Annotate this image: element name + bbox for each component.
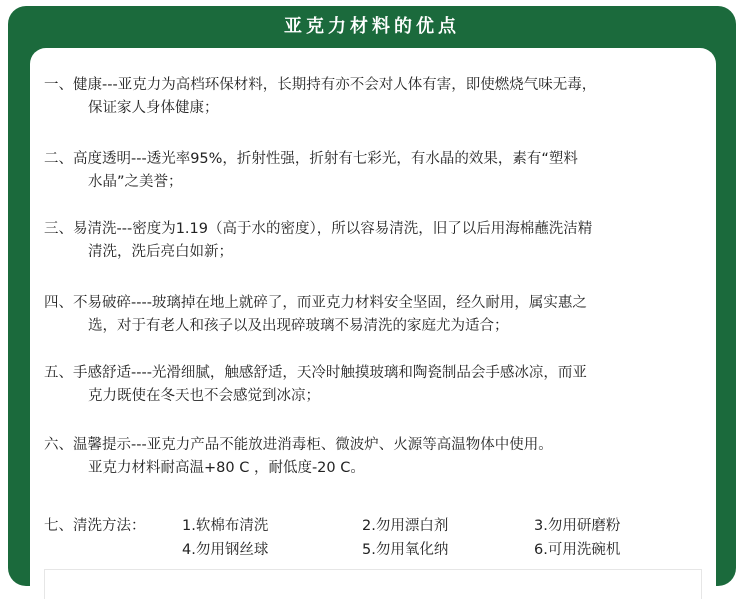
item-line: 三、易清洗---密度为1.19（高于水的密度），所以容易清洗，旧了以后用海棉蘸洗洁精 bbox=[44, 221, 593, 237]
panel-title: 亚克力材料的优点 bbox=[284, 16, 460, 37]
item-line: 清洗，洗后亮白如新； bbox=[88, 244, 233, 260]
item-line: 选，对于有老人和孩子以及出现碎玻璃不易清洗的家庭尤为适合； bbox=[88, 318, 509, 334]
cleaning-method: 3.勿用研磨粉 bbox=[534, 518, 621, 534]
advantage-item-transparency bbox=[44, 148, 714, 194]
item-line: 五、手感舒适----光滑细腻，触感舒适，天冷时触摸玻璃和陶瓷制品会手感冰凉，而亚 bbox=[44, 365, 587, 381]
cleaning-method: 1.软棉布清洗 bbox=[182, 518, 269, 534]
cleaning-method: 5.勿用氧化纳 bbox=[362, 542, 449, 558]
advantage-item-comfort bbox=[44, 362, 714, 408]
cleaning-methods bbox=[44, 514, 714, 562]
item-line: 亚克力材料耐高温+80 C ，耐低度-20 C。 bbox=[88, 460, 365, 476]
item-line: 二、高度透明---透光率95%，折射性强，折射有七彩光，有水晶的效果，素有“塑料 bbox=[44, 151, 578, 167]
content-panel bbox=[8, 6, 736, 586]
item-line: 克力既使在冬天也不会感觉到冰凉； bbox=[88, 388, 320, 404]
advantage-item-health bbox=[44, 74, 714, 120]
item-line: 四、不易破碎----玻璃掉在地上就碎了，而亚克力材料安全坚固，经久耐用，属实惠之 bbox=[44, 295, 587, 311]
advantage-item-easy-clean bbox=[44, 218, 714, 264]
advantage-item-warning bbox=[44, 434, 714, 480]
panel-body bbox=[30, 48, 716, 588]
cleaning-method: 4.勿用钢丝球 bbox=[182, 542, 269, 558]
item-line: 水晶”之美誉； bbox=[88, 174, 183, 190]
cleaning-method: 6.可用洗碗机 bbox=[534, 542, 621, 558]
bottom-frame bbox=[44, 569, 702, 599]
advantage-item-shatterproof bbox=[44, 292, 714, 338]
cleaning-methods-label: 七、清洗方法： bbox=[44, 518, 146, 534]
item-line: 一、健康---亚克力为高档环保材料，长期持有亦不会对人体有害，即使燃烧气味无毒， bbox=[44, 77, 597, 93]
item-line: 保证家人身体健康； bbox=[88, 100, 219, 116]
cleaning-method: 2.勿用漂白剂 bbox=[362, 518, 449, 534]
item-line: 六、温馨提示---亚克力产品不能放进消毒柜、微波炉、火源等高温物体中使用。 bbox=[44, 437, 553, 453]
